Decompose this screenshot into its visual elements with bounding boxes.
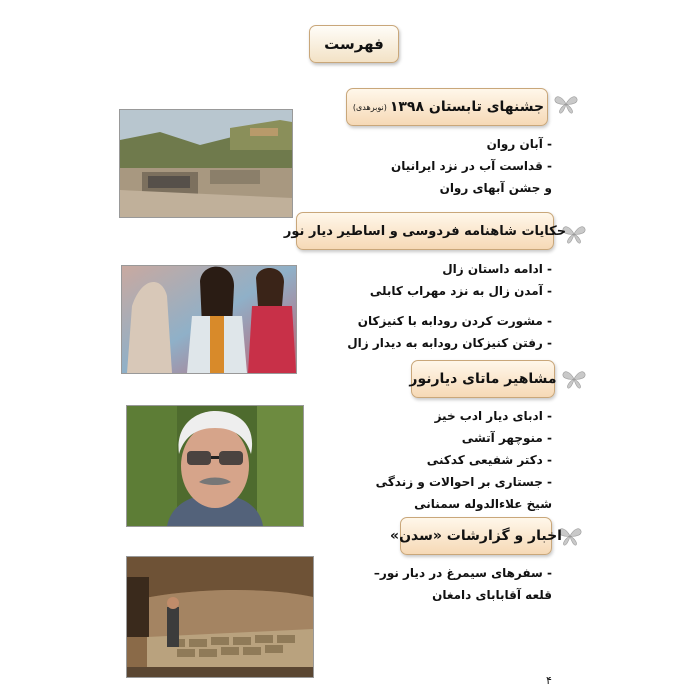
- section-items: [374, 562, 552, 606]
- section-heading: [411, 360, 555, 398]
- list-item: - سفرهای سیمرغ در دیار نور–: [373, 566, 552, 580]
- section-heading: [283, 212, 567, 250]
- section-subtitle: (نوبرهدی): [352, 102, 387, 112]
- list-item: - قداست آب در نزد ایرانیان: [391, 159, 552, 173]
- page-title: فهرست: [309, 25, 399, 63]
- castle-ruins-photo: [126, 556, 314, 678]
- section-title: حکایات شاهنامه فردوسی و اساطیر دیار نور: [283, 223, 567, 239]
- section-title: جشنهای تابستان ۱۳۹۸: [389, 99, 545, 115]
- list-item: - رفتن کنیزکان رودابه به دیدار زال: [347, 336, 552, 350]
- list-item: - دکتر شفیعی کدکنی: [426, 453, 552, 467]
- river-site-photo: [119, 109, 293, 218]
- portrait-photo: [126, 405, 304, 527]
- page-number: ۴: [546, 674, 552, 687]
- painting-photo: [121, 265, 297, 374]
- section-heading: [346, 88, 548, 126]
- list-item: و جشن آبهای روان: [439, 181, 552, 195]
- list-item: شیخ علاءالدوله سمنانی: [414, 497, 552, 511]
- list-item: - جستاری بر احوالات و زندگی: [375, 475, 552, 489]
- section-items: [376, 405, 552, 515]
- section-heading: [390, 517, 562, 555]
- list-item: - منوچهر آتشی: [461, 431, 552, 445]
- butterfly-icon: [554, 94, 578, 114]
- section-items: [347, 258, 552, 354]
- list-item: قلعه آقابابای دامغان: [432, 588, 552, 602]
- list-item: - آبان روان: [486, 137, 552, 151]
- section-title: اخبار و گزارشات «سدن»: [390, 528, 562, 544]
- list-item: - مشورت کردن رودابه با کنیزکان: [357, 314, 552, 328]
- list-item: - ادامه داستان زال: [442, 262, 552, 276]
- section-items: [391, 133, 552, 199]
- list-item: - ادبای دیار ادب خیز: [434, 409, 552, 423]
- section-title: مشاهیر ماتای دیارنور: [409, 371, 557, 387]
- butterfly-icon: [562, 369, 586, 389]
- list-item: - آمدن زال به نزد مهراب کابلی: [369, 284, 552, 298]
